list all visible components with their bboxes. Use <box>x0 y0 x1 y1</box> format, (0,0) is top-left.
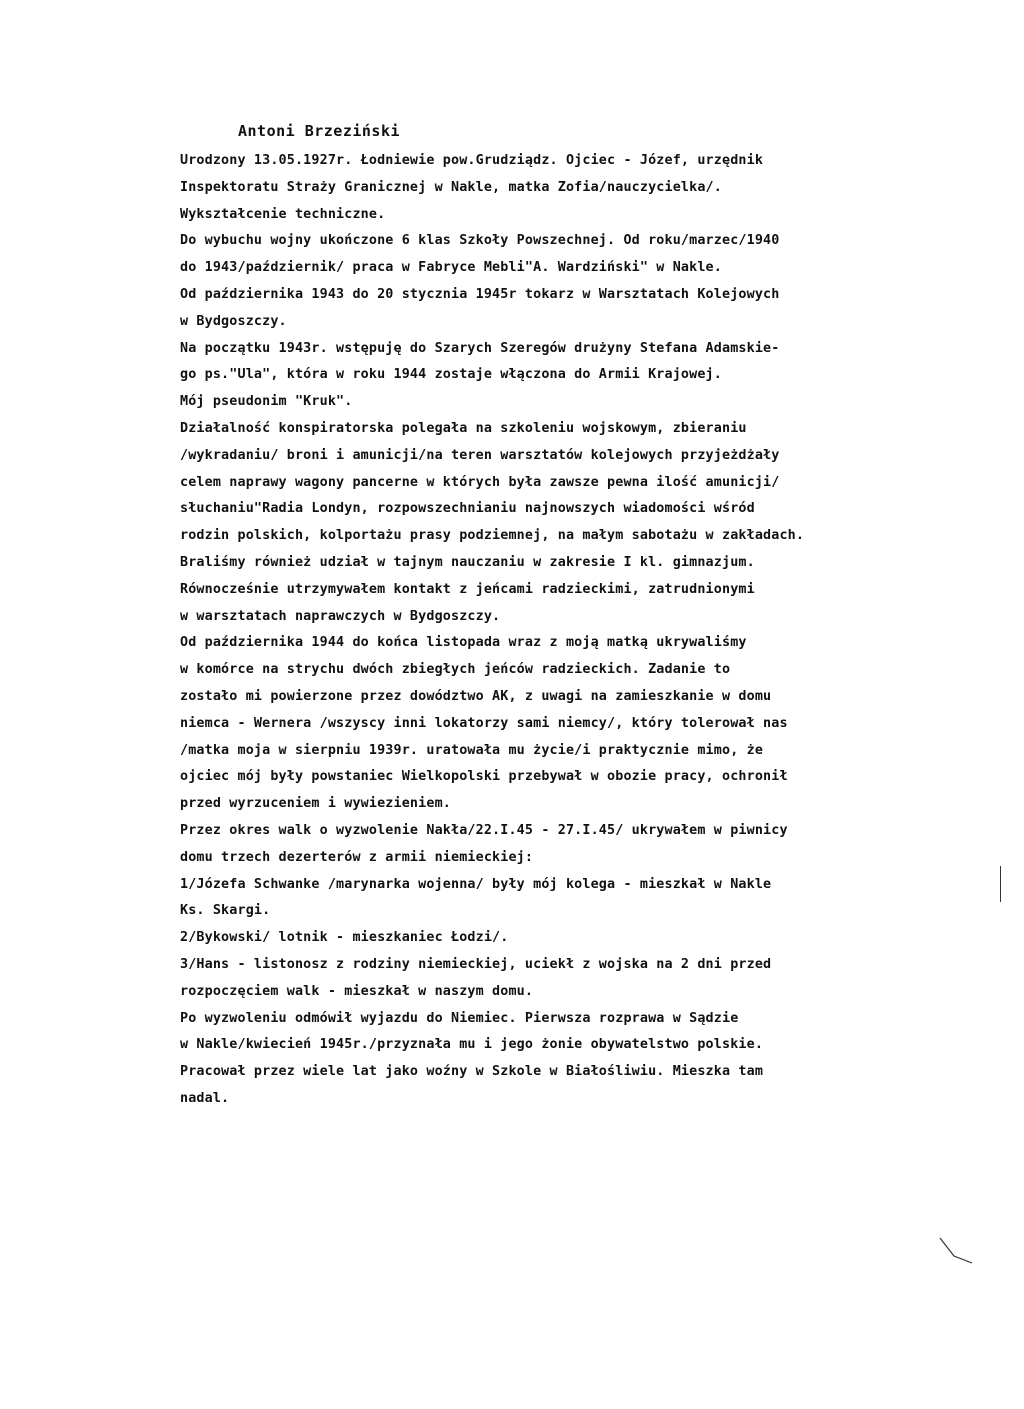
text-line: Ks. Skargi. <box>180 903 271 919</box>
text-line: Wykształcenie techniczne. <box>180 206 386 222</box>
document-body <box>180 148 1010 1113</box>
text-line: rodzin polskich, kolportażu prasy podziemnej, na małym sabotażu w zakładach. <box>180 528 805 544</box>
text-line: domu trzech dezerterów z armii niemieckiej: <box>180 849 534 865</box>
text-line: w Bydgoszczy. <box>180 313 287 329</box>
text-line: Od października 1943 do 20 stycznia 1945r tokarz w Warsztatach Kolejowych <box>180 286 780 302</box>
text-line: przed wyrzuceniem i wywiezieniem. <box>180 796 451 812</box>
text-line: w komórce na strychu dwóch zbiegłych jeńców radzieckich. Zadanie to <box>180 662 731 678</box>
document-title: Antoni Brzeziński <box>238 122 401 140</box>
text-line: ojciec mój były powstaniec Wielkopolski przebywał w obozie pracy, ochronił <box>180 769 788 785</box>
text-line: Na początku 1943r. wstępuję do Szarych Szeregów drużyny Stefana Adamskie- <box>180 340 780 356</box>
text-line: Urodzony 13.05.1927r. Łodniewie pow.Grudziądz. Ojciec - Józef, urzędnik <box>180 153 764 168</box>
text-line: Od października 1944 do końca listopada wraz z moją matką ukrywaliśmy <box>180 635 747 651</box>
text-line: /matka moja w sierpniu 1939r. uratowała mu życie/i praktycznie mimo, że <box>180 742 764 758</box>
text-line: do 1943/październik/ praca w Fabryce Mebli"A. Wardziński" w Nakle. <box>180 260 722 276</box>
text-line: go ps."Ula", która w roku 1944 zostaje włączona do Armii Krajowej. <box>180 367 722 383</box>
text-line: Do wybuchu wojny ukończone 6 klas Szkoły Powszechnej. Od roku/marzec/1940 <box>180 233 780 249</box>
text-line: nadal. <box>180 1090 230 1106</box>
pen-stroke-mark <box>936 1236 976 1266</box>
text-line: Równocześnie utrzymywałem kontakt z jeńcami radzieckimi, zatrudnionymi <box>180 581 755 597</box>
text-line: w Nakle/kwiecień 1945r./przyznała mu i jego żonie obywatelstwo polskie. <box>180 1037 764 1053</box>
text-line: Po wyzwoleniu odmówił wyjazdu do Niemiec. Pierwsza rozprawa w Sądzie <box>180 1010 739 1026</box>
text-line: Pracował przez wiele lat jako woźny w Szkole w Białośliwiu. Mieszka tam <box>180 1064 764 1080</box>
text-line: Braliśmy również udział w tajnym nauczaniu w zakresie I kl. gimnazjum. <box>180 554 755 570</box>
text-line: /wykradaniu/ broni i amunicji/na teren warsztatów kolejowych przyjeżdżały <box>180 447 780 463</box>
text-line: 2/Bykowski/ lotnik - mieszkaniec Łodzi/. <box>180 930 509 946</box>
text-line: rozpoczęciem walk - mieszkał w naszym domu. <box>180 983 534 999</box>
text-line: 3/Hans - listonosz z rodziny niemieckiej, uciekł z wojska na 2 dni przed <box>180 956 772 972</box>
text-line: Działalność konspiratorska polegała na szkoleniu wojskowym, zbieraniu <box>180 420 747 436</box>
text-line: słuchaniu"Radia Londyn, rozpowszechnianiu najnowszych wiadomości wśród <box>180 501 755 517</box>
text-line: Inspektoratu Straży Granicznej w Nakle, matka Zofia/nauczycielka/. <box>180 179 722 195</box>
text-line: niemca - Wernera /wszyscy inni lokatorzy sami niemcy/, który tolerował nas <box>180 715 788 731</box>
text-line: w warsztatach naprawczych w Bydgoszczy. <box>180 608 501 624</box>
text-line: celem naprawy wagony pancerne w których była zawsze pewna ilość amunicji/ <box>180 474 780 490</box>
text-line: 1/Józefa Schwanke /marynarka wojenna/ były mój kolega - mieszkał w Nakle <box>180 876 772 892</box>
text-line: Mój pseudonim "Kruk". <box>180 394 353 410</box>
text-line: zostało mi powierzone przez dowództwo AK, z uwagi na zamieszkanie w domu <box>180 688 772 704</box>
text-line: Przez okres walk o wyzwolenie Nakła/22.I.45 - 27.I.45/ ukrywałem w piwnicy <box>180 822 788 838</box>
margin-line-mark <box>1000 866 1001 902</box>
